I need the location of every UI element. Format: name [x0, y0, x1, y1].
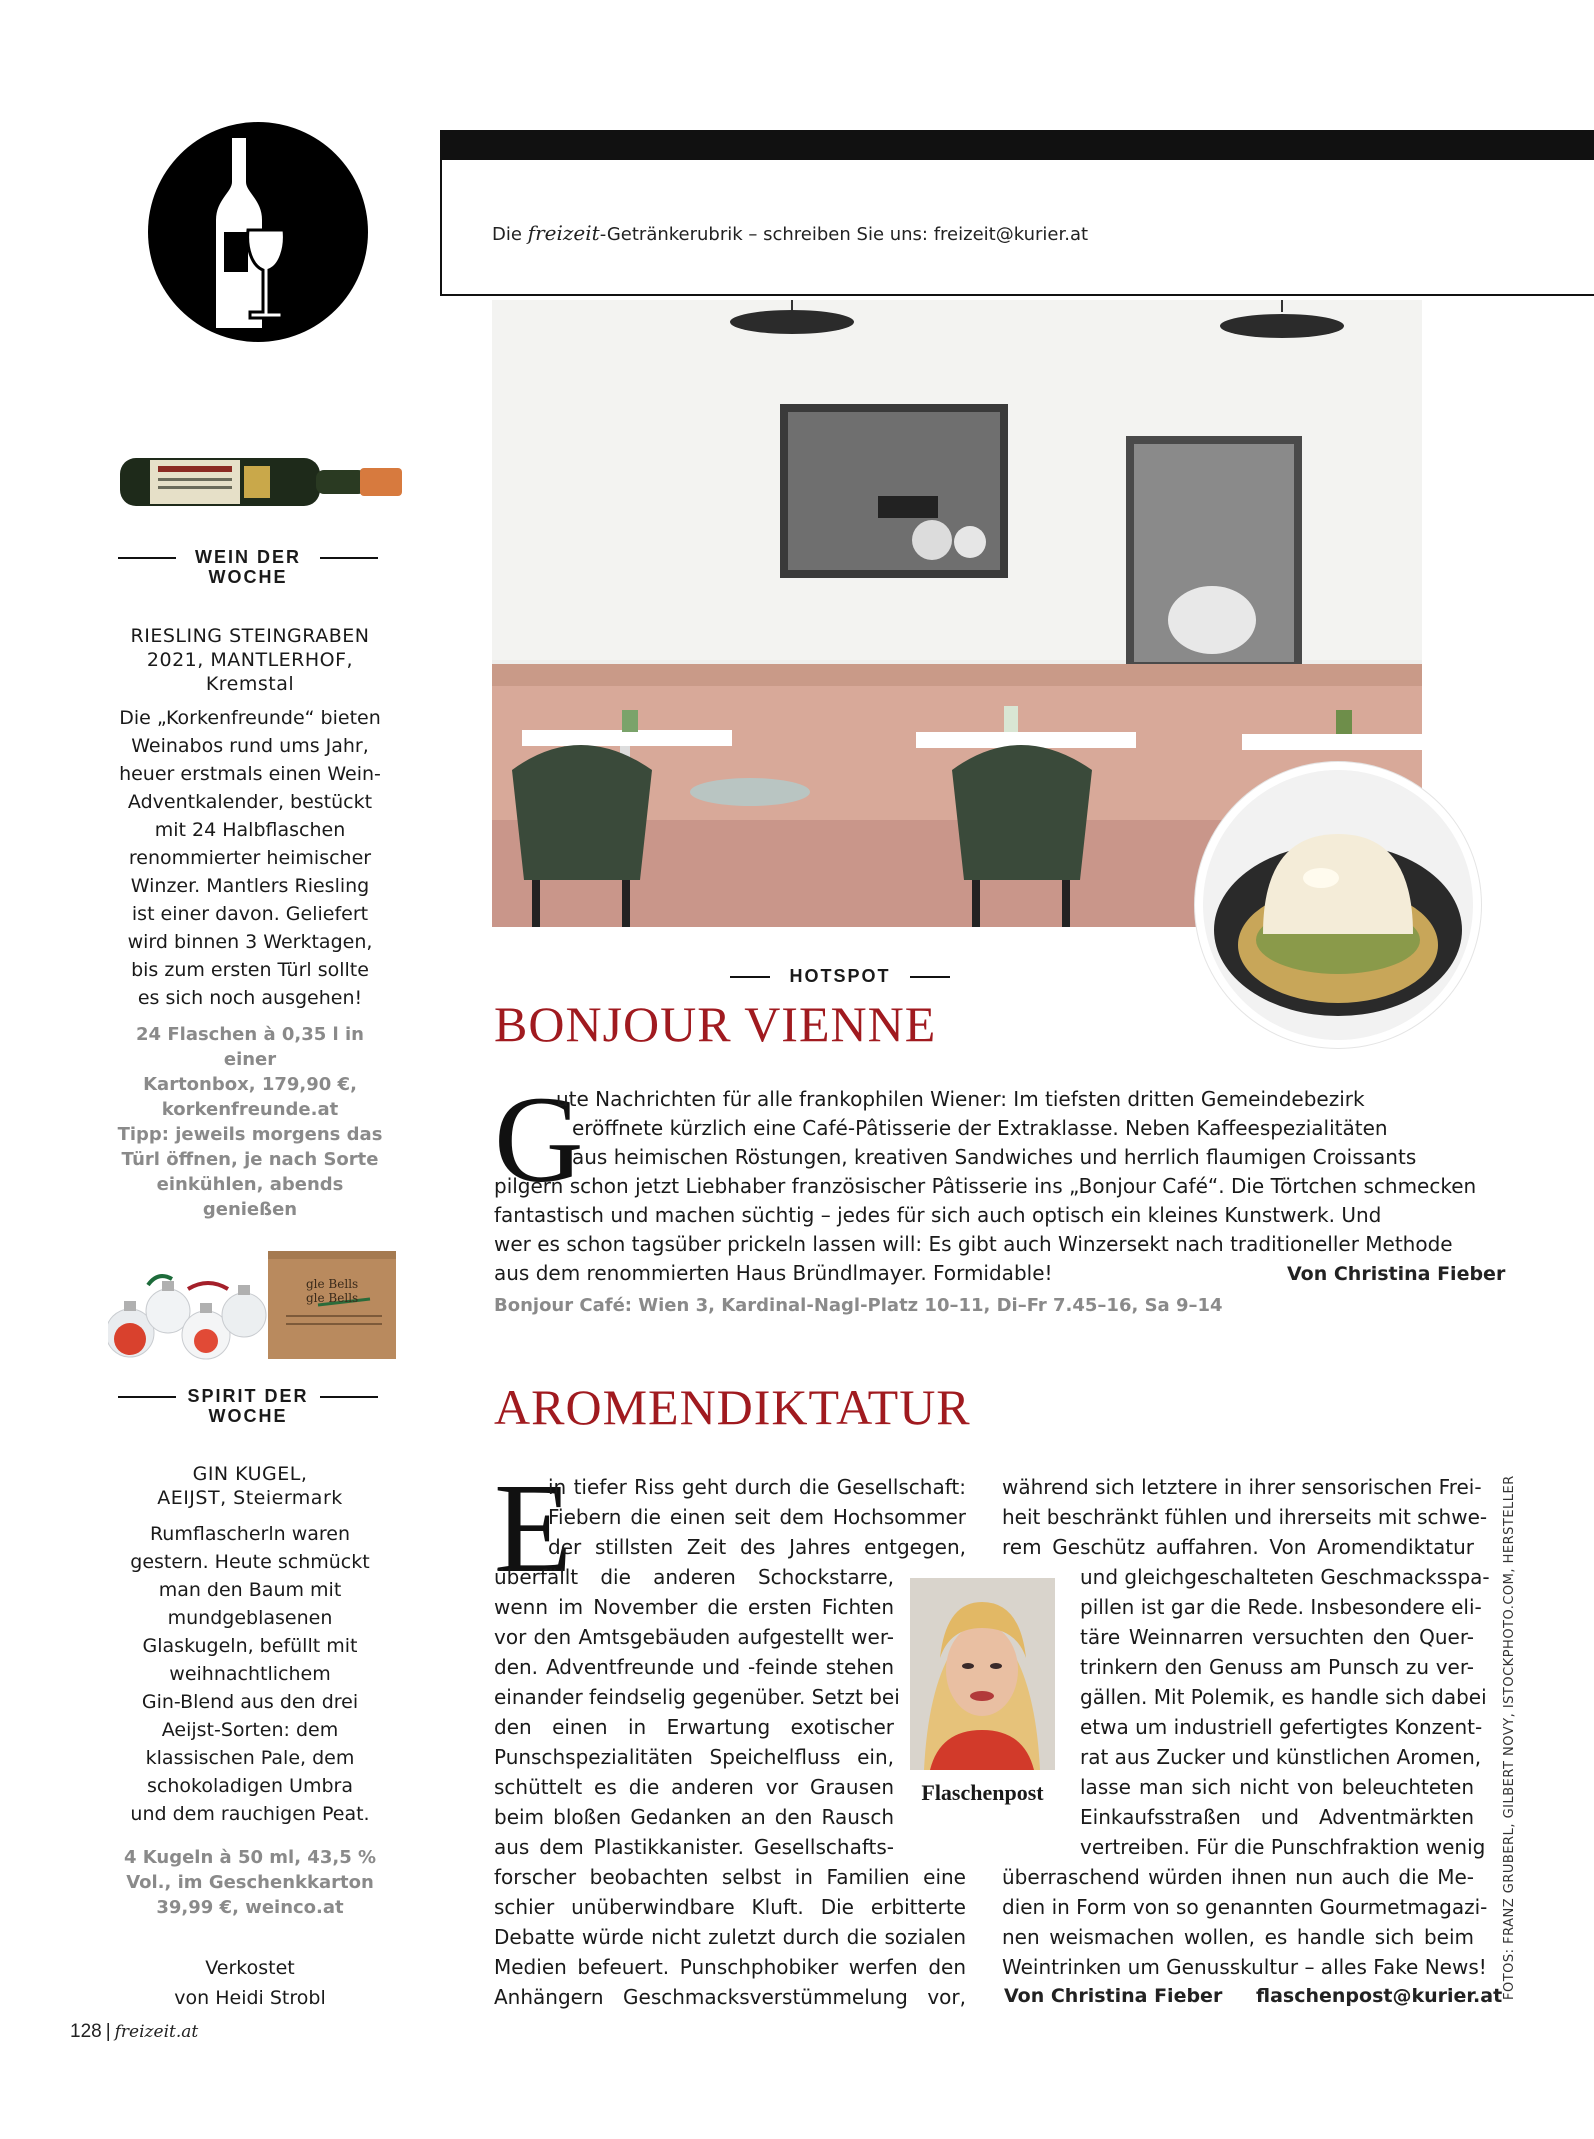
footer-separator: | [105, 2021, 111, 2042]
col2-line: pillen ist gar die Rede. Insbesondere eli- [1080, 1595, 1482, 1619]
col1-line: vor den Amtsgebäuden aufgestellt wer- [494, 1625, 894, 1649]
article2-dropcap: E [494, 1457, 573, 1599]
col2-line: trinkern den Genuss am Punsch zu ver- [1080, 1655, 1474, 1679]
author-portrait [910, 1578, 1055, 1770]
wine-bottle-glass-icon [148, 122, 368, 342]
col1-line: schier unüberwindbare Kluft. Die erbitterte [494, 1895, 966, 1919]
article1-line: wer es schon tagsüber prickeln lassen will: Es gibt auch Winzersekt nach traditioneller Methode [494, 1232, 1453, 1256]
gin-kugel-product-image [108, 1245, 398, 1365]
rubric-banner: Die freizeit-Getränkerubrik – schreiben Sie uns: freizeit@kurier.at [492, 221, 1089, 245]
col2-line: rem Geschütz auffahren. Von Aromendiktatur [1002, 1535, 1474, 1559]
article1-line: fantastisch und machen süchtig – jedes für sich auch optisch ein kleines Kunstwerk. Und [494, 1203, 1382, 1227]
wine-description: Die „Korkenfreunde“ bieten Weinabos rund ums Jahr, heuer erstmals einen Wein- Adventkalender, bestückt mit 24 Halbflaschen renommierter heimischer Winzer. Mantlers Riesling ist einer davon. Geliefert wird binnen 3 Werktagen, bis zum ersten Türl sollte es sich noch ausgehen! [119, 707, 381, 1009]
article1-headline: BONJOUR VIENNE [494, 996, 937, 1052]
col2-line: dien in Form von so genannten Gourmetmagazi- [1002, 1895, 1488, 1919]
col1-line: schüttelt es die anderen vor Grausen [494, 1775, 894, 1799]
col2-line: täre Weinnarren versuchten den Quer- [1080, 1625, 1474, 1649]
col1-line: Medien befeuert. Punschphobiker werfen den [494, 1955, 966, 1979]
wine-info: 24 Flaschen à 0,35 l in einer Kartonbox, 179,90 €, korkenfreunde.at Tipp: jeweils morgens das Türl öffnen, je nach Sorte einkühlen, abends genießen [117, 1024, 383, 1220]
col1-line: beim bloßen Gedanken an den Rausch [494, 1805, 894, 1829]
spirit-title: GIN KUGEL, AEIJST, Steiermark [157, 1463, 343, 1509]
col2-line: lasse man sich nicht von beleuchteten [1080, 1775, 1474, 1799]
spirit-description: Rumflascherln waren gestern. Heute schmückt man den Baum mit mundgeblasenen Glaskugeln, befüllt mit weihnachtlichem Gin-Blend aus den drei Aeijst-Sorten: dem klassischen Pale, dem schokoladigen Umbra und dem rauchigen Peat. [130, 1523, 370, 1825]
col1-line: einander feindselig gegenüber. Setzt bei [494, 1685, 900, 1709]
col2-line: Weintrinken um Genusskultur – alles Fake News! [1002, 1955, 1487, 1979]
col2-line: Einkaufsstraßen und Adventmärkten [1080, 1805, 1474, 1829]
page-footer [70, 2021, 198, 2043]
col2-line: gällen. Mit Polemik, es handle sich dabei [1080, 1685, 1487, 1709]
hotspot-kicker: HOTSPOT [730, 966, 950, 987]
article2-headline: AROMENDIKTATUR [494, 1379, 971, 1435]
col2-line: rat aus Zucker und künstlichen Aromen, [1080, 1745, 1482, 1769]
article1-line: aus dem renommierten Haus Bründlmayer. Formidable! [494, 1261, 1053, 1285]
wine-logo [148, 122, 368, 342]
col2-line: während sich letztere in ihrer sensorischen Frei- [1002, 1475, 1482, 1499]
col1-line: der stillsten Zeit des Jahres entgegen, [548, 1535, 966, 1559]
col1-line: wenn im November die ersten Fichten [494, 1595, 894, 1619]
article1-line: aus heimischen Röstungen, kreativen Sandwiches und herrlich flaumigen Croissants [572, 1145, 1417, 1169]
gin-box-label: gle Bells gle Bells [306, 1277, 359, 1305]
header-rule-right [320, 1396, 378, 1398]
col1-line: aus dem Plastikkanister. Gesellschafts- [494, 1835, 894, 1859]
wine-header-line1: WEIN DER [195, 547, 301, 567]
spirit-info: 4 Kugeln à 50 ml, 43,5 % Vol., im Geschenkkarton 39,99 €, weinco.at [123, 1847, 377, 1918]
header-rule-left [118, 557, 176, 559]
col1-line: den. Adventfreunde und -feinde stehen [494, 1655, 894, 1679]
col1-line: Debatte würde nicht zuletzt durch die sozialen [494, 1925, 966, 1949]
col2-line: und gleichgeschalteten Geschmacksspa- [1080, 1565, 1490, 1589]
header-rule-left [118, 1396, 176, 1398]
wine-header-line2: WOCHE [208, 567, 288, 587]
article1-venue-info: Bonjour Café: Wien 3, Kardinal-Nagl-Platz 10–11, Di–Fr 7.45–16, Sa 9–14 [494, 1295, 1223, 1316]
article1-byline: Von Christina Fieber [1287, 1263, 1506, 1285]
riesling-bottle-image [120, 452, 402, 512]
banner-brand: freizeit [527, 221, 600, 245]
dessert-photo [1203, 770, 1473, 1040]
col2-line: etwa um industriell gefertigtes Konzent- [1080, 1715, 1483, 1739]
article1-line: ute Nachrichten für alle frankophilen Wiener: Im tiefsten dritten Gemeindebezirk [556, 1087, 1365, 1111]
article1-line: pilgern schon jetzt Liebhaber französischer Pâtisserie ins „Bonjour Café“. Die Törtchen schmecken [494, 1174, 1477, 1198]
footer-brand: freizeit.at [114, 2022, 199, 2042]
col2-line: überraschend würden ihnen nun auch die Me- [1002, 1865, 1474, 1889]
col1-line: in tiefer Riss geht durch die Gesellschaft: [548, 1475, 966, 1499]
col1-line: Anhängern Geschmacksverstümmelung vor, [494, 1985, 966, 2009]
kicker-rule-left [730, 976, 770, 978]
col1-line: forscher beobachten selbst in Familien eine [494, 1865, 966, 1889]
portrait-caption: Flaschenpost [921, 1780, 1044, 1805]
article2-byline: Von Christina Fieber [1004, 1985, 1223, 2007]
photo-credit: FOTOS: FRANZ GRUBERL, GILBERT NOVY, ISTOCKPHOTO.COM, HERSTELLER [1502, 1475, 1517, 2000]
article1-line: eröffnete kürzlich eine Café-Pâtisserie der Extraklasse. Neben Kaffeespezialitäten [572, 1116, 1388, 1140]
spirit-of-week-header [118, 1386, 378, 1426]
spirit-header-line2: WOCHE [208, 1406, 288, 1426]
col2-line: nen weismachen wollen, es handle sich beim [1002, 1925, 1474, 1949]
col1-line: Fiebern die einen seit dem Hochsommer [548, 1505, 966, 1529]
kicker-rule-right [910, 976, 950, 978]
page-number: 128 [70, 2021, 102, 2042]
article1-dropcap: G [494, 1071, 584, 1208]
spirit-header-line1: SPIRIT DER [187, 1386, 309, 1406]
tasting-credit: Verkostet von Heidi Strobl [174, 1957, 326, 2009]
top-black-bar [440, 130, 1594, 160]
article2-email: flaschenpost@kurier.at [1256, 1985, 1503, 2007]
col1-line: den einen in Erwartung exotischer [494, 1715, 894, 1739]
col1-line: überfällt die anderen Schockstarre, [494, 1565, 894, 1589]
wine-of-week-header [118, 547, 378, 587]
col1-line: Punschspezialitäten Speichelfluss ein, [494, 1745, 894, 1769]
col2-line: vertreiben. Für die Punschfraktion wenig [1080, 1835, 1486, 1859]
wine-title: RIESLING STEINGRABEN 2021, MANTLERHOF, Kremstal [130, 625, 370, 695]
header-rule-right [320, 557, 378, 559]
col2-line: heit beschränkt fühlen und ihrerseits mit schwe- [1002, 1505, 1488, 1529]
